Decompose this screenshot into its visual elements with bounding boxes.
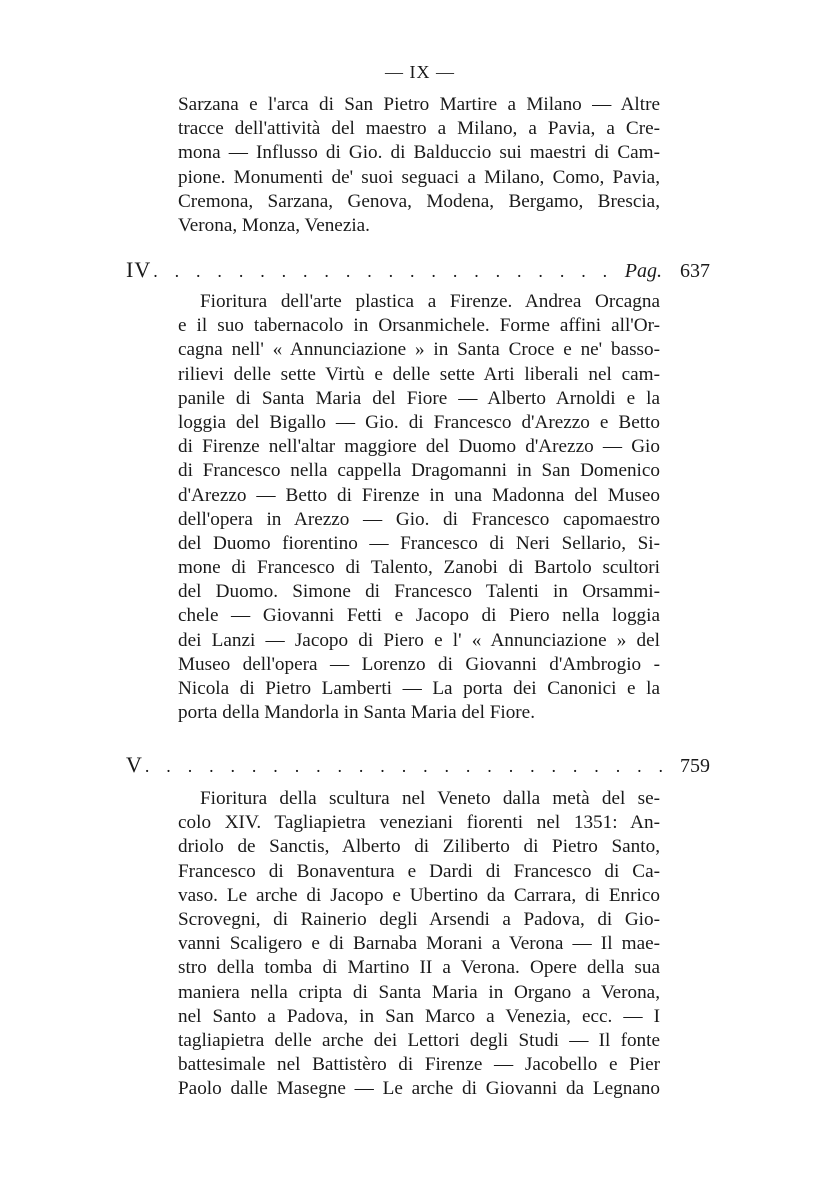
- chapter-iv-heading: [126, 257, 710, 287]
- chapter-v-page: 759: [680, 755, 710, 777]
- text-line: mona — Influsso di Gio. di Balduccio sui maestri di Cam-: [178, 142, 660, 164]
- text-line: di Francesco nella cappella Dragomanni in San Domenico: [178, 460, 660, 482]
- text-line: loggia del Bigallo — Gio. di Francesco d'Arezzo e Betto: [178, 411, 660, 433]
- text-line: mone di Francesco di Talento, Zanobi di Bartolo scultori: [178, 557, 660, 579]
- text-line: chele — Giovanni Fetti e Jacopo di Piero nella loggia: [178, 605, 660, 627]
- text-line: Sarzana e l'arca di San Pietro Martire a Milano — Altre: [178, 94, 660, 115]
- text-line: Fioritura della scultura nel Veneto dalla metà del se-: [200, 788, 660, 809]
- text-line: vanni Scaligero e di Barnaba Morani a Verona — Il mae-: [178, 933, 660, 955]
- text-line: porta della Mandorla in Santa Maria del Fiore.: [178, 702, 535, 724]
- text-line: Museo dell'opera — Lorenzo di Giovanni d'Ambrogio -: [178, 653, 660, 675]
- text-line: driolo de Sanctis, Alberto di Ziliberto di Pietro Santo,: [178, 836, 660, 858]
- text-line: Paolo dalle Masegne — Le arche di Giovanni da Legnano: [178, 1078, 660, 1100]
- text-line: tagliapietra delle arche dei Lettori degli Studi — Il fonte: [178, 1029, 660, 1051]
- text-line: dell'opera in Arezzo — Gio. di Francesco capomaestro: [178, 508, 660, 530]
- chapter-iv-summary: [178, 290, 660, 725]
- dot-leader: [145, 756, 676, 777]
- text-line: stro della tomba di Martino II a Verona. Opere della sua: [178, 957, 660, 979]
- text-line: tracce dell'attività del maestro a Milano, a Pavia, a Cre-: [178, 118, 660, 140]
- text-line: Cremona, Sarzana, Genova, Modena, Bergamo, Brescia,: [178, 190, 660, 212]
- chapter-iv-page: 637: [680, 260, 710, 282]
- pag-label: Pag.: [624, 260, 662, 282]
- text-line: del Duomo fiorentino — Francesco di Neri Sellario, Si-: [178, 532, 660, 554]
- text-line: Scrovegni, di Rainerio degli Arsendi a Padova, di Gio-: [178, 908, 660, 930]
- chapter-v-heading: [126, 752, 710, 782]
- text-line: pione. Monumenti de' suoi seguaci a Milano, Como, Pavia,: [178, 166, 660, 188]
- intro-paragraph: [178, 93, 660, 238]
- text-line: Nicola di Pietro Lamberti — La porta dei Canonici e la: [178, 678, 660, 699]
- text-line: cagna nell' « Annunciazione » in Santa Croce e ne' basso-: [178, 339, 660, 361]
- dot-leader: [153, 261, 621, 282]
- text-line: d'Arezzo — Betto di Firenze in una Madonna del Museo: [178, 484, 660, 506]
- text-line: nel Santo a Padova, in San Marco a Venezia, ecc. — I: [178, 1005, 660, 1027]
- text-line: maniera nella cripta di Santa Maria in Organo a Verona,: [178, 981, 660, 1003]
- text-line: dei Lanzi — Jacopo di Piero e l' « Annunciazione » del: [178, 629, 660, 651]
- text-line: di Firenze nell'altar maggiore del Duomo d'Arezzo — Gio: [178, 436, 660, 458]
- text-line: Verona, Monza, Venezia.: [178, 214, 370, 236]
- text-line: del Duomo. Simone di Francesco Talenti in Orsammi-: [178, 581, 660, 603]
- text-line: Francesco di Bonaventura e Dardi di Francesco di Ca-: [178, 860, 660, 882]
- text-line: e il suo tabernacolo in Orsanmichele. Forme affini all'Or-: [178, 315, 660, 337]
- chapter-v-summary: [178, 787, 660, 1101]
- running-head-page-number: — IX —: [385, 62, 455, 82]
- text-line: Fioritura dell'arte plastica a Firenze. Andrea Orcagna: [200, 291, 660, 312]
- chapter-v-number: V: [126, 752, 143, 777]
- text-line: colo XIV. Tagliapietra veneziani fiorenti nel 1351: An-: [178, 812, 660, 834]
- text-line: panile di Santa Maria del Fiore — Alberto Arnoldi e la: [178, 387, 660, 409]
- text-line: vaso. Le arche di Jacopo e Ubertino da Carrara, di Enrico: [178, 884, 660, 906]
- text-line: battesimale nel Battistèro di Firenze — Jacobello e Pier: [178, 1054, 660, 1076]
- text-line: rilievi delle sette Virtù e delle sette Arti liberali nel cam-: [178, 363, 660, 385]
- chapter-iv-number: IV: [126, 257, 152, 282]
